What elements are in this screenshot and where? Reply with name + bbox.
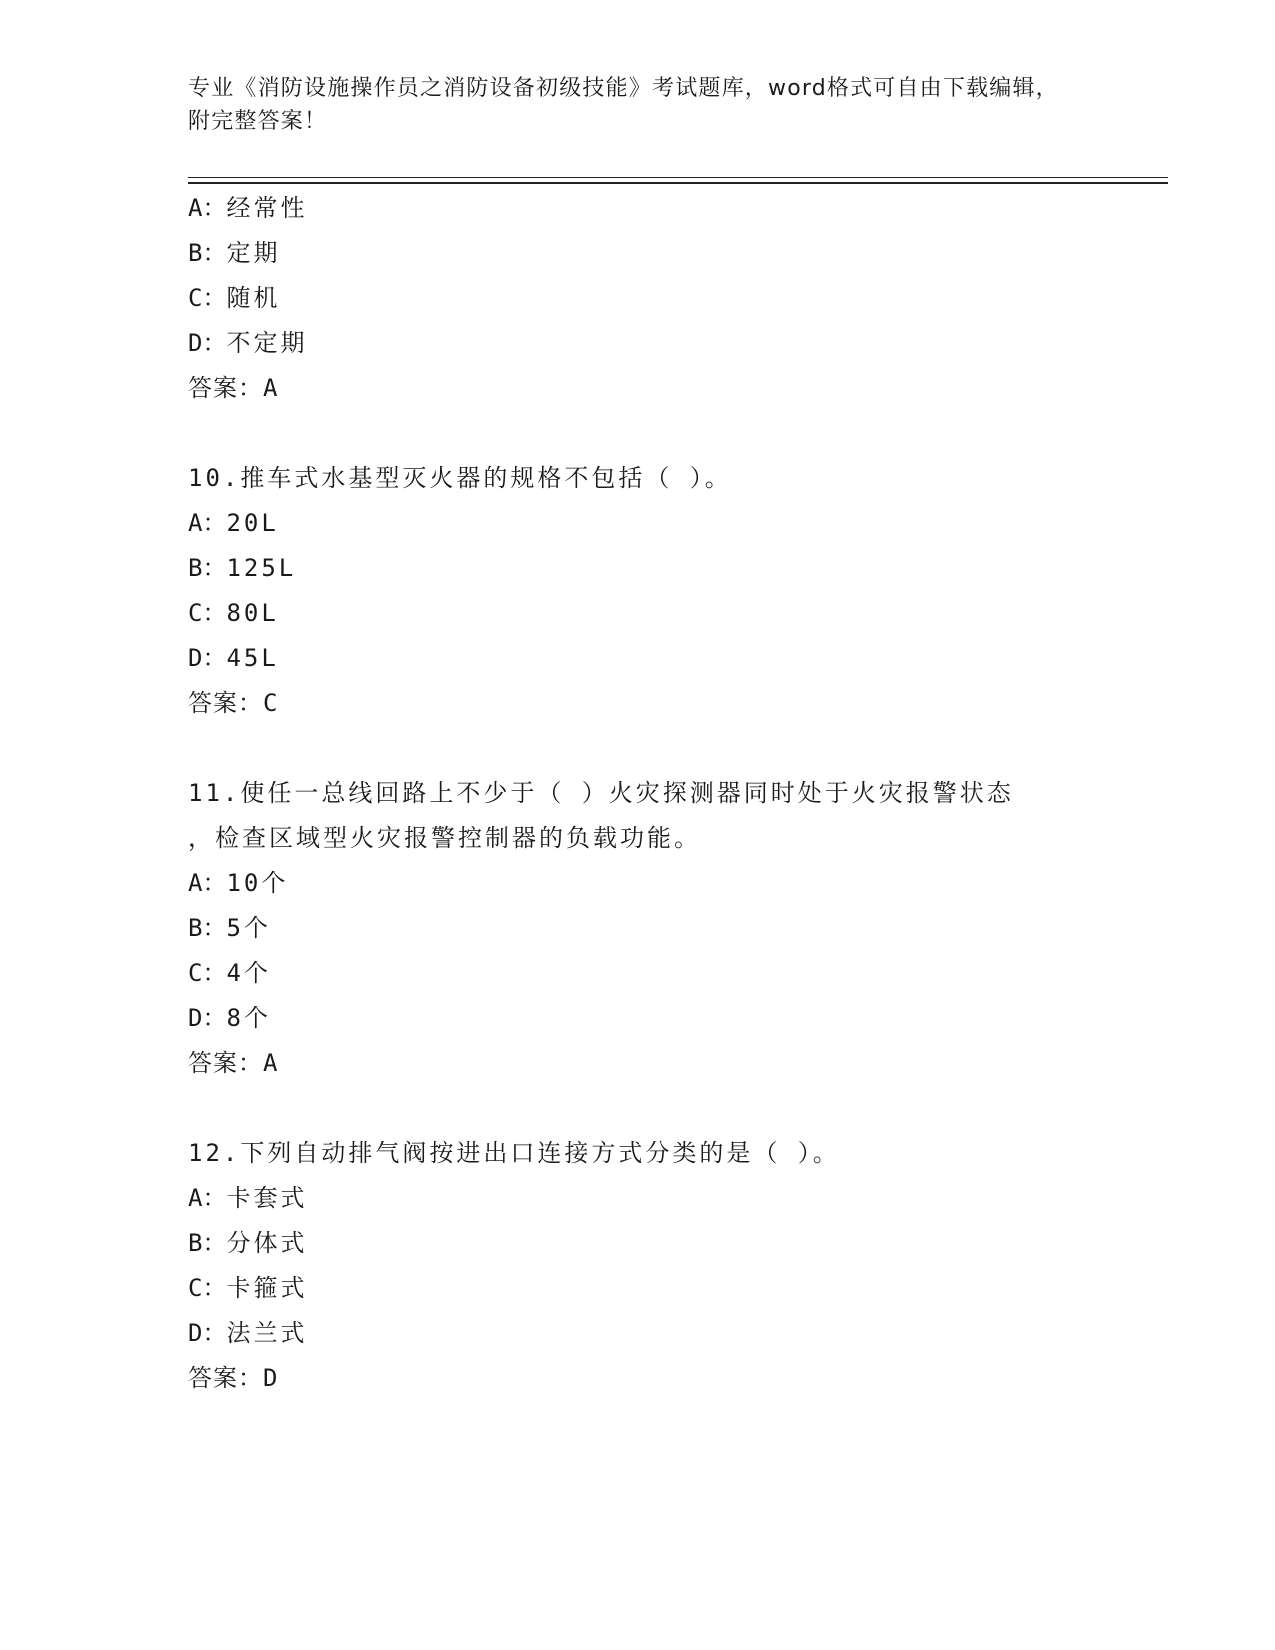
question-11-text-line-1: 11.使任一总线回路上不少于（ ）火灾探测器同时处于火灾报警状态: [188, 779, 1014, 807]
option-c: C：随机: [188, 284, 281, 312]
answer-line: 答案：D: [188, 1364, 278, 1392]
option-c: C：卡箍式: [188, 1274, 308, 1302]
option-a: A：卡套式: [188, 1184, 308, 1212]
header-divider-bottom: [188, 182, 1168, 184]
option-a: A：10个: [188, 869, 289, 897]
option-c: C：4个: [188, 959, 271, 987]
option-d: D：法兰式: [188, 1319, 308, 1347]
header-text: 专业《消防设施操作员之消防设备初级技能》考试题库，word格式可自由下载编辑，附完整答案！: [188, 76, 1059, 134]
option-d: D：8个: [188, 1004, 271, 1032]
option-c: C：80L: [188, 599, 279, 627]
option-a: A：经常性: [188, 194, 308, 222]
question-11-text-line-2: ，检查区域型火灾报警控制器的负载功能。: [188, 824, 701, 852]
option-d: D：45L: [188, 644, 279, 672]
answer-line: 答案：A: [188, 374, 278, 402]
question-10-text: 10.推车式水基型灭火器的规格不包括（ ）。: [188, 464, 732, 492]
option-b: B：定期: [188, 239, 281, 267]
header-divider-top: [188, 177, 1168, 178]
answer-line: 答案：A: [188, 1049, 278, 1077]
answer-line: 答案：C: [188, 689, 278, 717]
option-d: D：不定期: [188, 329, 308, 357]
option-b: B：125L: [188, 554, 297, 582]
option-a: A：20L: [188, 509, 279, 537]
document-header: [188, 72, 1068, 138]
option-b: B：分体式: [188, 1229, 308, 1257]
option-b: B：5个: [188, 914, 271, 942]
question-12-text: 12.下列自动排气阀按进出口连接方式分类的是（ ）。: [188, 1139, 840, 1167]
